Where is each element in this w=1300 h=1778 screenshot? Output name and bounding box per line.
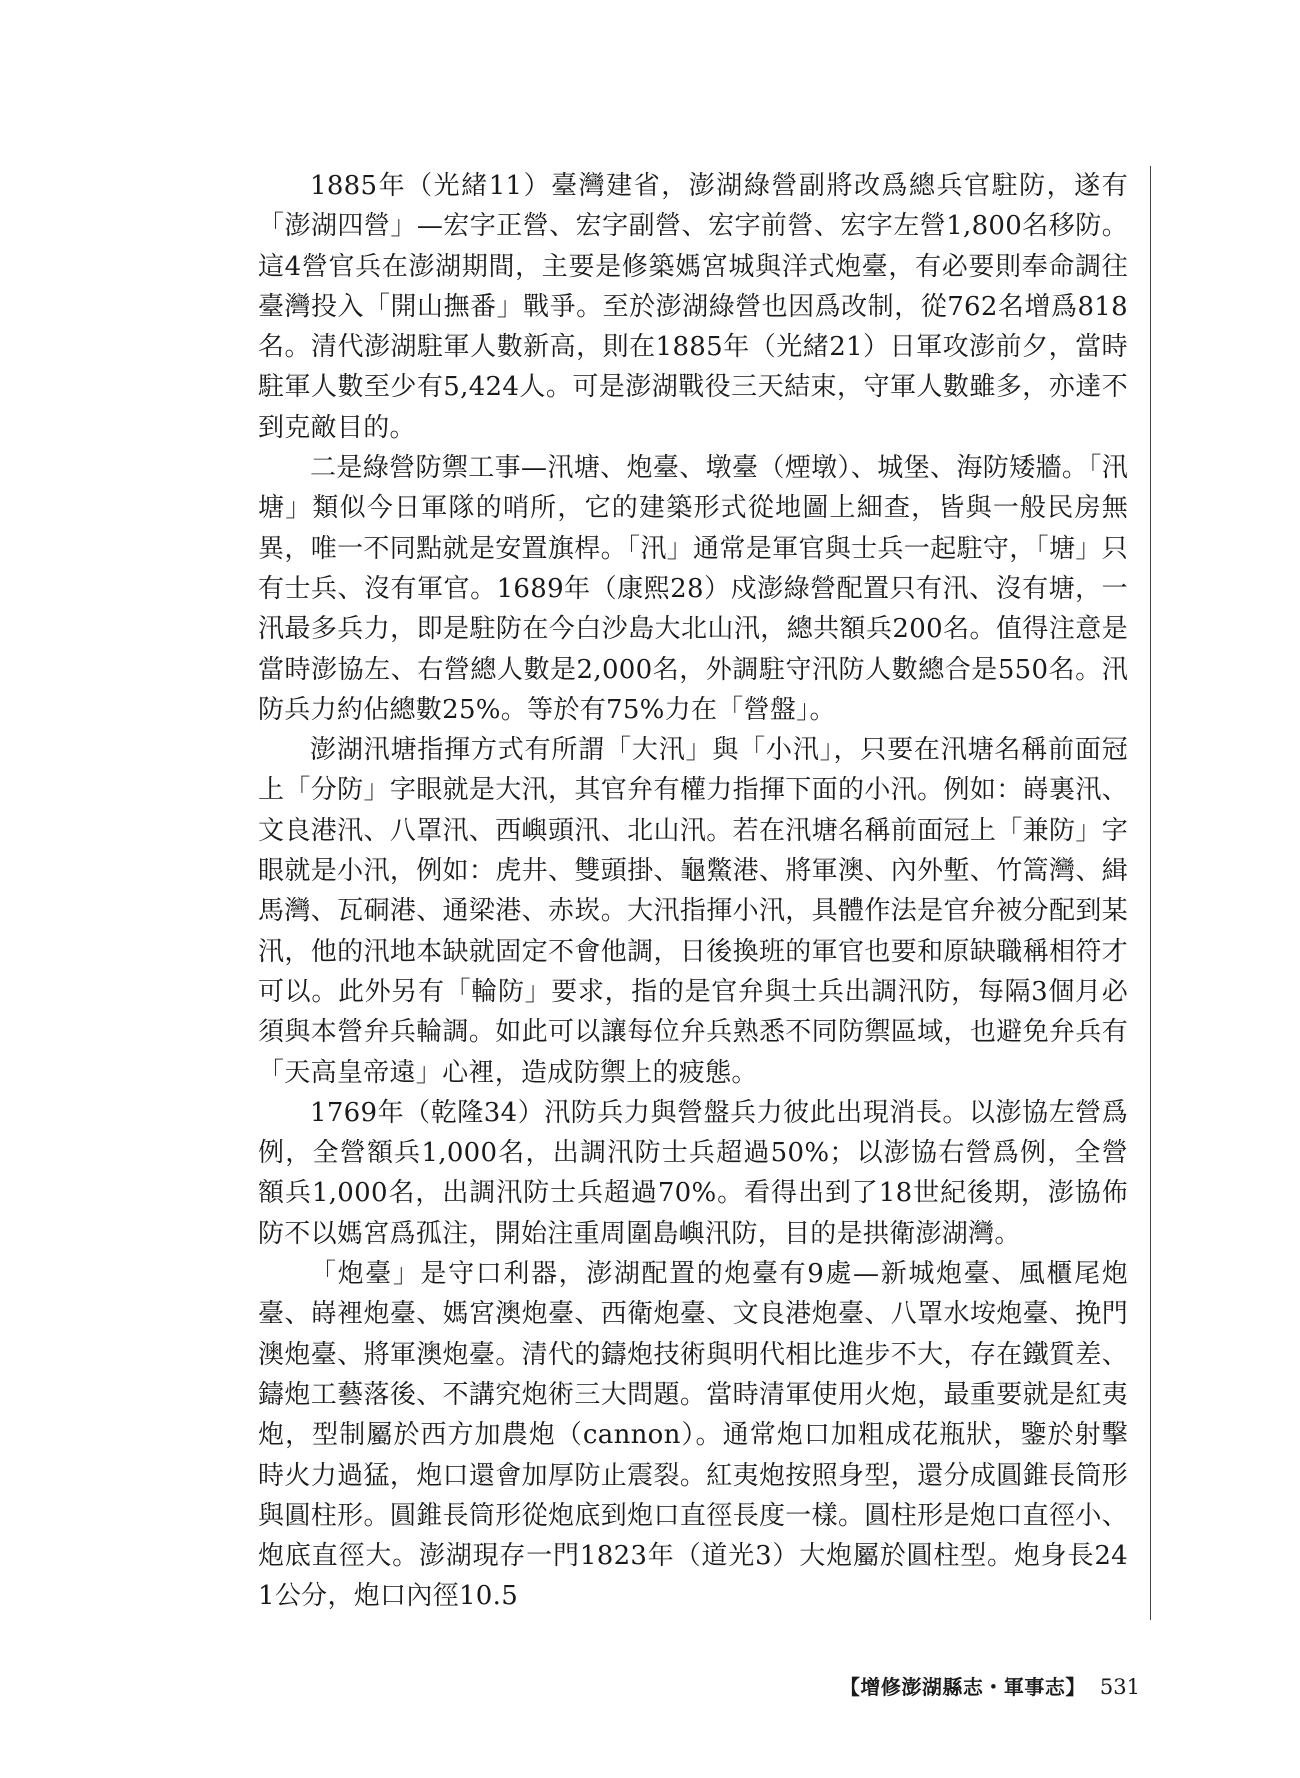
body-text bbox=[258, 166, 1128, 1617]
running-title: 【增修澎湖縣志・軍事志】 bbox=[839, 1675, 1086, 1699]
paragraph-1: 1885年（光緒11）臺灣建省，澎湖綠營副將改爲總兵官駐防，遂有「澎湖四營」—宏字正營、宏字副營、宏字前營、宏字左營1,800名移防。這4營官兵在澎湖期間，主要是修築媽宮城與洋式炮臺，有必要則奉命調往臺灣投入「開山撫番」戰爭。至於澎湖綠營也因爲改制，從762名增爲818名。清代澎湖駐軍人數新高，則在1885年（光緒21）日軍攻澎前夕，當時駐軍人數至少有5,424人。可是澎湖戰役三天結束，守軍人數雖多，亦達不到克敵目的。 bbox=[258, 171, 1128, 443]
paragraph-5: 「炮臺」是守口利器，澎湖配置的炮臺有9處—新城炮臺、風櫃尾炮臺、嵵裡炮臺、媽宮澳炮臺、西衛炮臺、文良港炮臺、八罩水垵炮臺、挽門澳炮臺、將軍澳炮臺。清代的鑄炮技術與明代相比進步不大，存在鐵質差、鑄炮工藝落後、不講究炮術三大問題。當時清軍使用火炮，最重要就是紅夷炮，型制屬於西方加農炮（cannon）。通常炮口加粗成花瓶狀，鑒於射擊時火力過猛，炮口還會加厚防止震裂。紅夷炮按照身型，還分成圓錐長筒形與圓柱形。圓錐長筒形從炮底到炮口直徑長度一樣。圓柱形是炮口直徑小、炮底直徑大。澎湖現存一門1823年（道光3）大炮屬於圓柱型。炮身長241公分，炮口內徑10.5 bbox=[258, 1259, 1128, 1612]
paragraph-3: 澎湖汛塘指揮方式有所謂「大汛」與「小汛」，只要在汛塘名稱前面冠上「分防」字眼就是大汛，其官弁有權力指揮下面的小汛。例如：嵵裏汛、文良港汛、八罩汛、西嶼頭汛、北山汛。若在汛塘名稱前面冠上「兼防」字眼就是小汛，例如：虎井、雙頭掛、龜鱉港、將軍澳、內外塹、竹篙灣、緝馬灣、瓦硐港、通梁港、赤崁。大汛指揮小汛，具體作法是官弁被分配到某汛，他的汛地本缺就固定不會他調，日後換班的軍官也要和原缺職稱相符才可以。此外另有「輪防」要求，指的是官弁與士兵出調汛防，每隔3個月必須與本營弁兵輪調。如此可以讓每位弁兵熟悉不同防禦區域，也避免弁兵有「天高皇帝遠」心裡，造成防禦上的疲態。 bbox=[258, 735, 1128, 1088]
page-number: 531 bbox=[1099, 1675, 1140, 1699]
margin-rule bbox=[1150, 166, 1151, 1620]
page-footer bbox=[840, 1675, 1140, 1699]
paragraph-2: 二是綠營防禦工事—汛塘、炮臺、墩臺（煙墩）、城堡、海防矮牆。「汛塘」類似今日軍隊的哨所，它的建築形式從地圖上細查，皆與一般民房無異，唯一不同點就是安置旗桿。「汛」通常是軍官與士兵一起駐守，「塘」只有士兵、沒有軍官。1689年（康熙28）戍澎綠營配置只有汛、沒有塘，一汛最多兵力，即是駐防在今白沙島大北山汛，總共額兵200名。值得注意是當時澎協左、右營總人數是2,000名，外調駐守汛防人數總合是550名。汛防兵力約佔總數25%。等於有75%力在「營盤」。 bbox=[258, 453, 1128, 725]
paragraph-4: 1769年（乾隆34）汛防兵力與營盤兵力彼此出現消長。以澎協左營爲例，全營額兵1,000名，出調汛防士兵超過50%；以澎協右營爲例，全營額兵1,000名，出調汛防士兵超過70%。看得出到了18世紀後期，澎協佈防不以媽宮爲孤注，開始注重周圍島嶼汛防，目的是拱衛澎湖灣。 bbox=[258, 1097, 1128, 1249]
